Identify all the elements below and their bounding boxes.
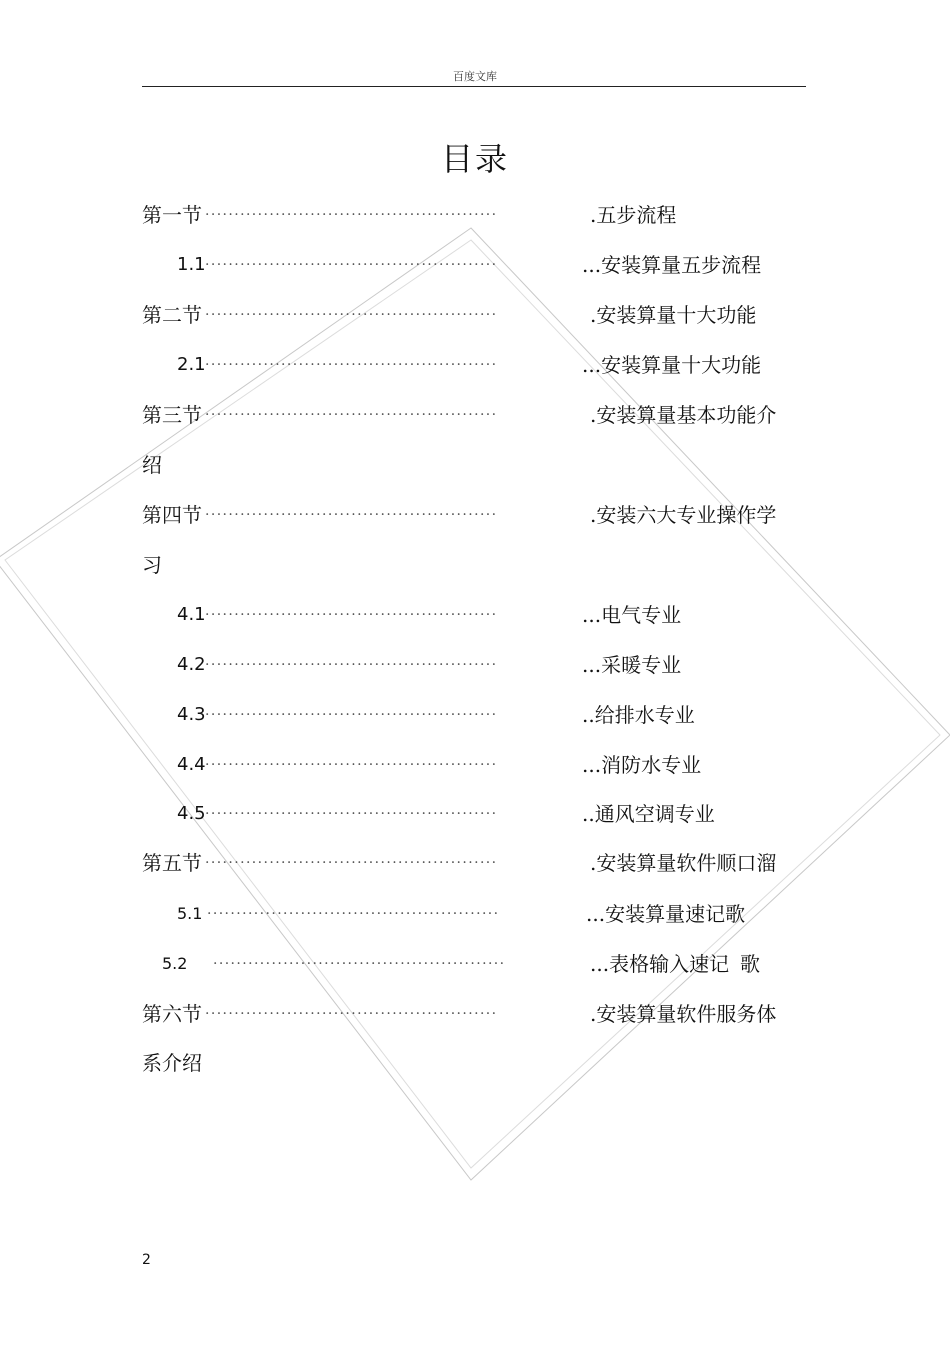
- toc-entry-1-1[interactable]: [0, 245, 950, 285]
- toc-entry-2-1[interactable]: [0, 345, 950, 385]
- toc-label: 2.1: [177, 354, 206, 375]
- toc-entry-4-4[interactable]: [0, 745, 950, 785]
- toc-label: 1.1: [177, 254, 206, 275]
- toc-leader: ··················································: [205, 806, 498, 822]
- toc-label: 4.3: [177, 704, 206, 725]
- toc-title: ..通风空调专业: [582, 802, 715, 826]
- toc-entry-4-2[interactable]: [0, 645, 950, 685]
- toc-title: ..给排水专业: [582, 703, 695, 727]
- toc-title: ...安装算量速记歌: [586, 902, 746, 926]
- toc-leader: ··················································: [213, 956, 506, 972]
- toc-leader: ··················································: [205, 207, 498, 223]
- toc-title: ...表格输入速记: [590, 952, 730, 976]
- header-rule: [142, 86, 806, 87]
- toc-title: .安装算量基本功能介: [590, 403, 777, 427]
- toc-entry-section-6-continued: [0, 1043, 950, 1083]
- toc-entry-section-4-continued: [0, 545, 950, 585]
- toc-leader: ··················································: [205, 407, 498, 423]
- toc-label: 4.4: [177, 754, 206, 775]
- header-site-name: 百度文库: [453, 70, 497, 83]
- toc-title-continuation: 习: [142, 553, 162, 577]
- toc-entry-section-6[interactable]: [0, 994, 950, 1034]
- toc-entry-4-1[interactable]: [0, 595, 950, 635]
- toc-title: ...采暖专业: [582, 653, 682, 677]
- toc-entry-4-5[interactable]: [0, 794, 950, 834]
- toc-leader: ··················································: [205, 707, 498, 723]
- toc-leader: ··················································: [205, 257, 498, 273]
- toc-entry-section-4[interactable]: [0, 495, 950, 535]
- toc-title: ...安装算量五步流程: [582, 253, 762, 277]
- toc-title: .安装六大专业操作学: [590, 503, 777, 527]
- toc-title: .安装算量十大功能: [590, 303, 757, 327]
- toc-leader: ··················································: [205, 855, 498, 871]
- toc-title: .安装算量软件顺口溜: [590, 851, 777, 875]
- toc-title: ...安装算量十大功能: [582, 353, 762, 377]
- toc-title: .五步流程: [590, 203, 677, 227]
- toc-label: 5.1: [177, 904, 203, 923]
- toc-leader: ··················································: [205, 357, 498, 373]
- toc-entry-section-3[interactable]: [0, 395, 950, 435]
- toc-label: 第四节: [142, 503, 202, 527]
- toc-label: 4.1: [177, 604, 206, 625]
- toc-label: 第五节: [142, 851, 202, 875]
- toc-leader: ··················································: [205, 757, 498, 773]
- toc-title: ...电气专业: [582, 603, 682, 627]
- toc-leader: ··················································: [205, 607, 498, 623]
- toc-entry-section-5[interactable]: [0, 843, 950, 883]
- page-number: 2: [142, 1252, 151, 1268]
- toc-leader: ··················································: [207, 906, 500, 922]
- toc-title-continuation: 系介绍: [142, 1051, 202, 1075]
- toc-leader: ··················································: [205, 307, 498, 323]
- toc-entry-4-3[interactable]: [0, 695, 950, 735]
- toc-label: 第一节: [142, 203, 202, 227]
- toc-leader: ··················································: [205, 1006, 498, 1022]
- toc-entry-section-1[interactable]: [0, 195, 950, 235]
- page-title: 目录: [440, 140, 509, 178]
- toc-entry-section-2[interactable]: [0, 295, 950, 335]
- toc-label: 第六节: [142, 1002, 202, 1026]
- toc-title: ...消防水专业: [582, 753, 702, 777]
- toc-entry-5-2[interactable]: [0, 944, 950, 984]
- toc-entry-5-1[interactable]: [0, 894, 950, 934]
- toc-title-tail: 歌: [740, 952, 760, 976]
- toc-leader: ··················································: [205, 657, 498, 673]
- toc-entry-section-3-continued: [0, 445, 950, 485]
- toc-title-continuation: 绍: [142, 453, 162, 477]
- toc-label: 第二节: [142, 303, 202, 327]
- toc-title: .安装算量软件服务体: [590, 1002, 777, 1026]
- toc-label: 第三节: [142, 403, 202, 427]
- toc-label: 4.5: [177, 803, 206, 824]
- toc-leader: ··················································: [205, 507, 498, 523]
- toc-label: 4.2: [177, 654, 206, 675]
- toc-label: 5.2: [162, 954, 188, 973]
